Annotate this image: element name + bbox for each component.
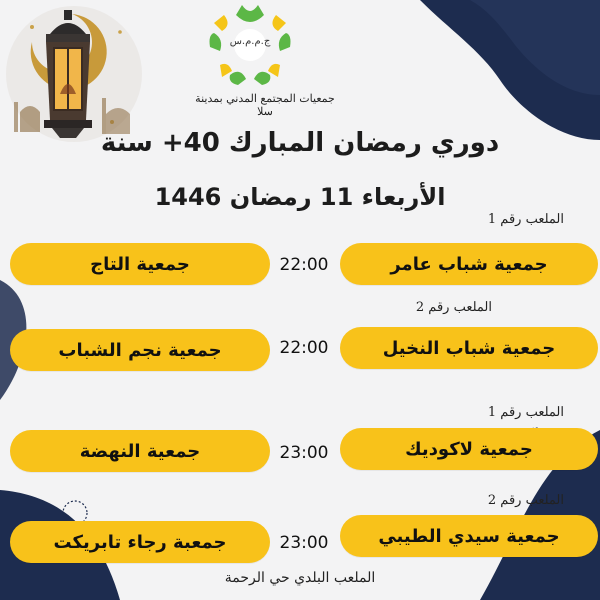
logo-initials: ج.م.م.س xyxy=(229,36,271,47)
venue-label: الملعب رقم 2 xyxy=(487,493,564,508)
away-team: جمعبة رجاء تابريكت xyxy=(10,521,270,563)
away-team: جمعية نجم الشباب xyxy=(10,329,270,371)
away-team: جمعية التاج xyxy=(10,243,270,285)
match-time: 22:00 xyxy=(279,255,329,275)
match-time: 23:00 xyxy=(279,443,329,463)
home-team: جمعية شباب النخيل xyxy=(340,327,598,369)
page-title: دوري رمضان المبارك 40+ سنة xyxy=(100,128,500,158)
home-team: جمعية سيدي الطيبي xyxy=(340,515,598,557)
match-date: الأربعاء 11 رمضان 1446 xyxy=(154,183,446,211)
home-team: جمعية شباب عامر xyxy=(340,243,598,285)
venue-label: الملعب رقم 1 xyxy=(487,212,564,227)
home-team: جمعية لاكوديك xyxy=(340,428,598,470)
match-time: 22:00 xyxy=(279,338,329,358)
match-time: 23:00 xyxy=(279,533,329,553)
away-team: جمعية النهضة xyxy=(10,430,270,472)
venue-label: الملعب رقم 1 xyxy=(487,405,564,420)
venue-label: الملعب رقم 2 xyxy=(415,300,492,315)
venue-footer: الملعب البلدي حي الرحمة xyxy=(224,570,376,586)
logo-caption: جمعيات المجتمع المدني بمدينة سلا xyxy=(195,92,335,118)
